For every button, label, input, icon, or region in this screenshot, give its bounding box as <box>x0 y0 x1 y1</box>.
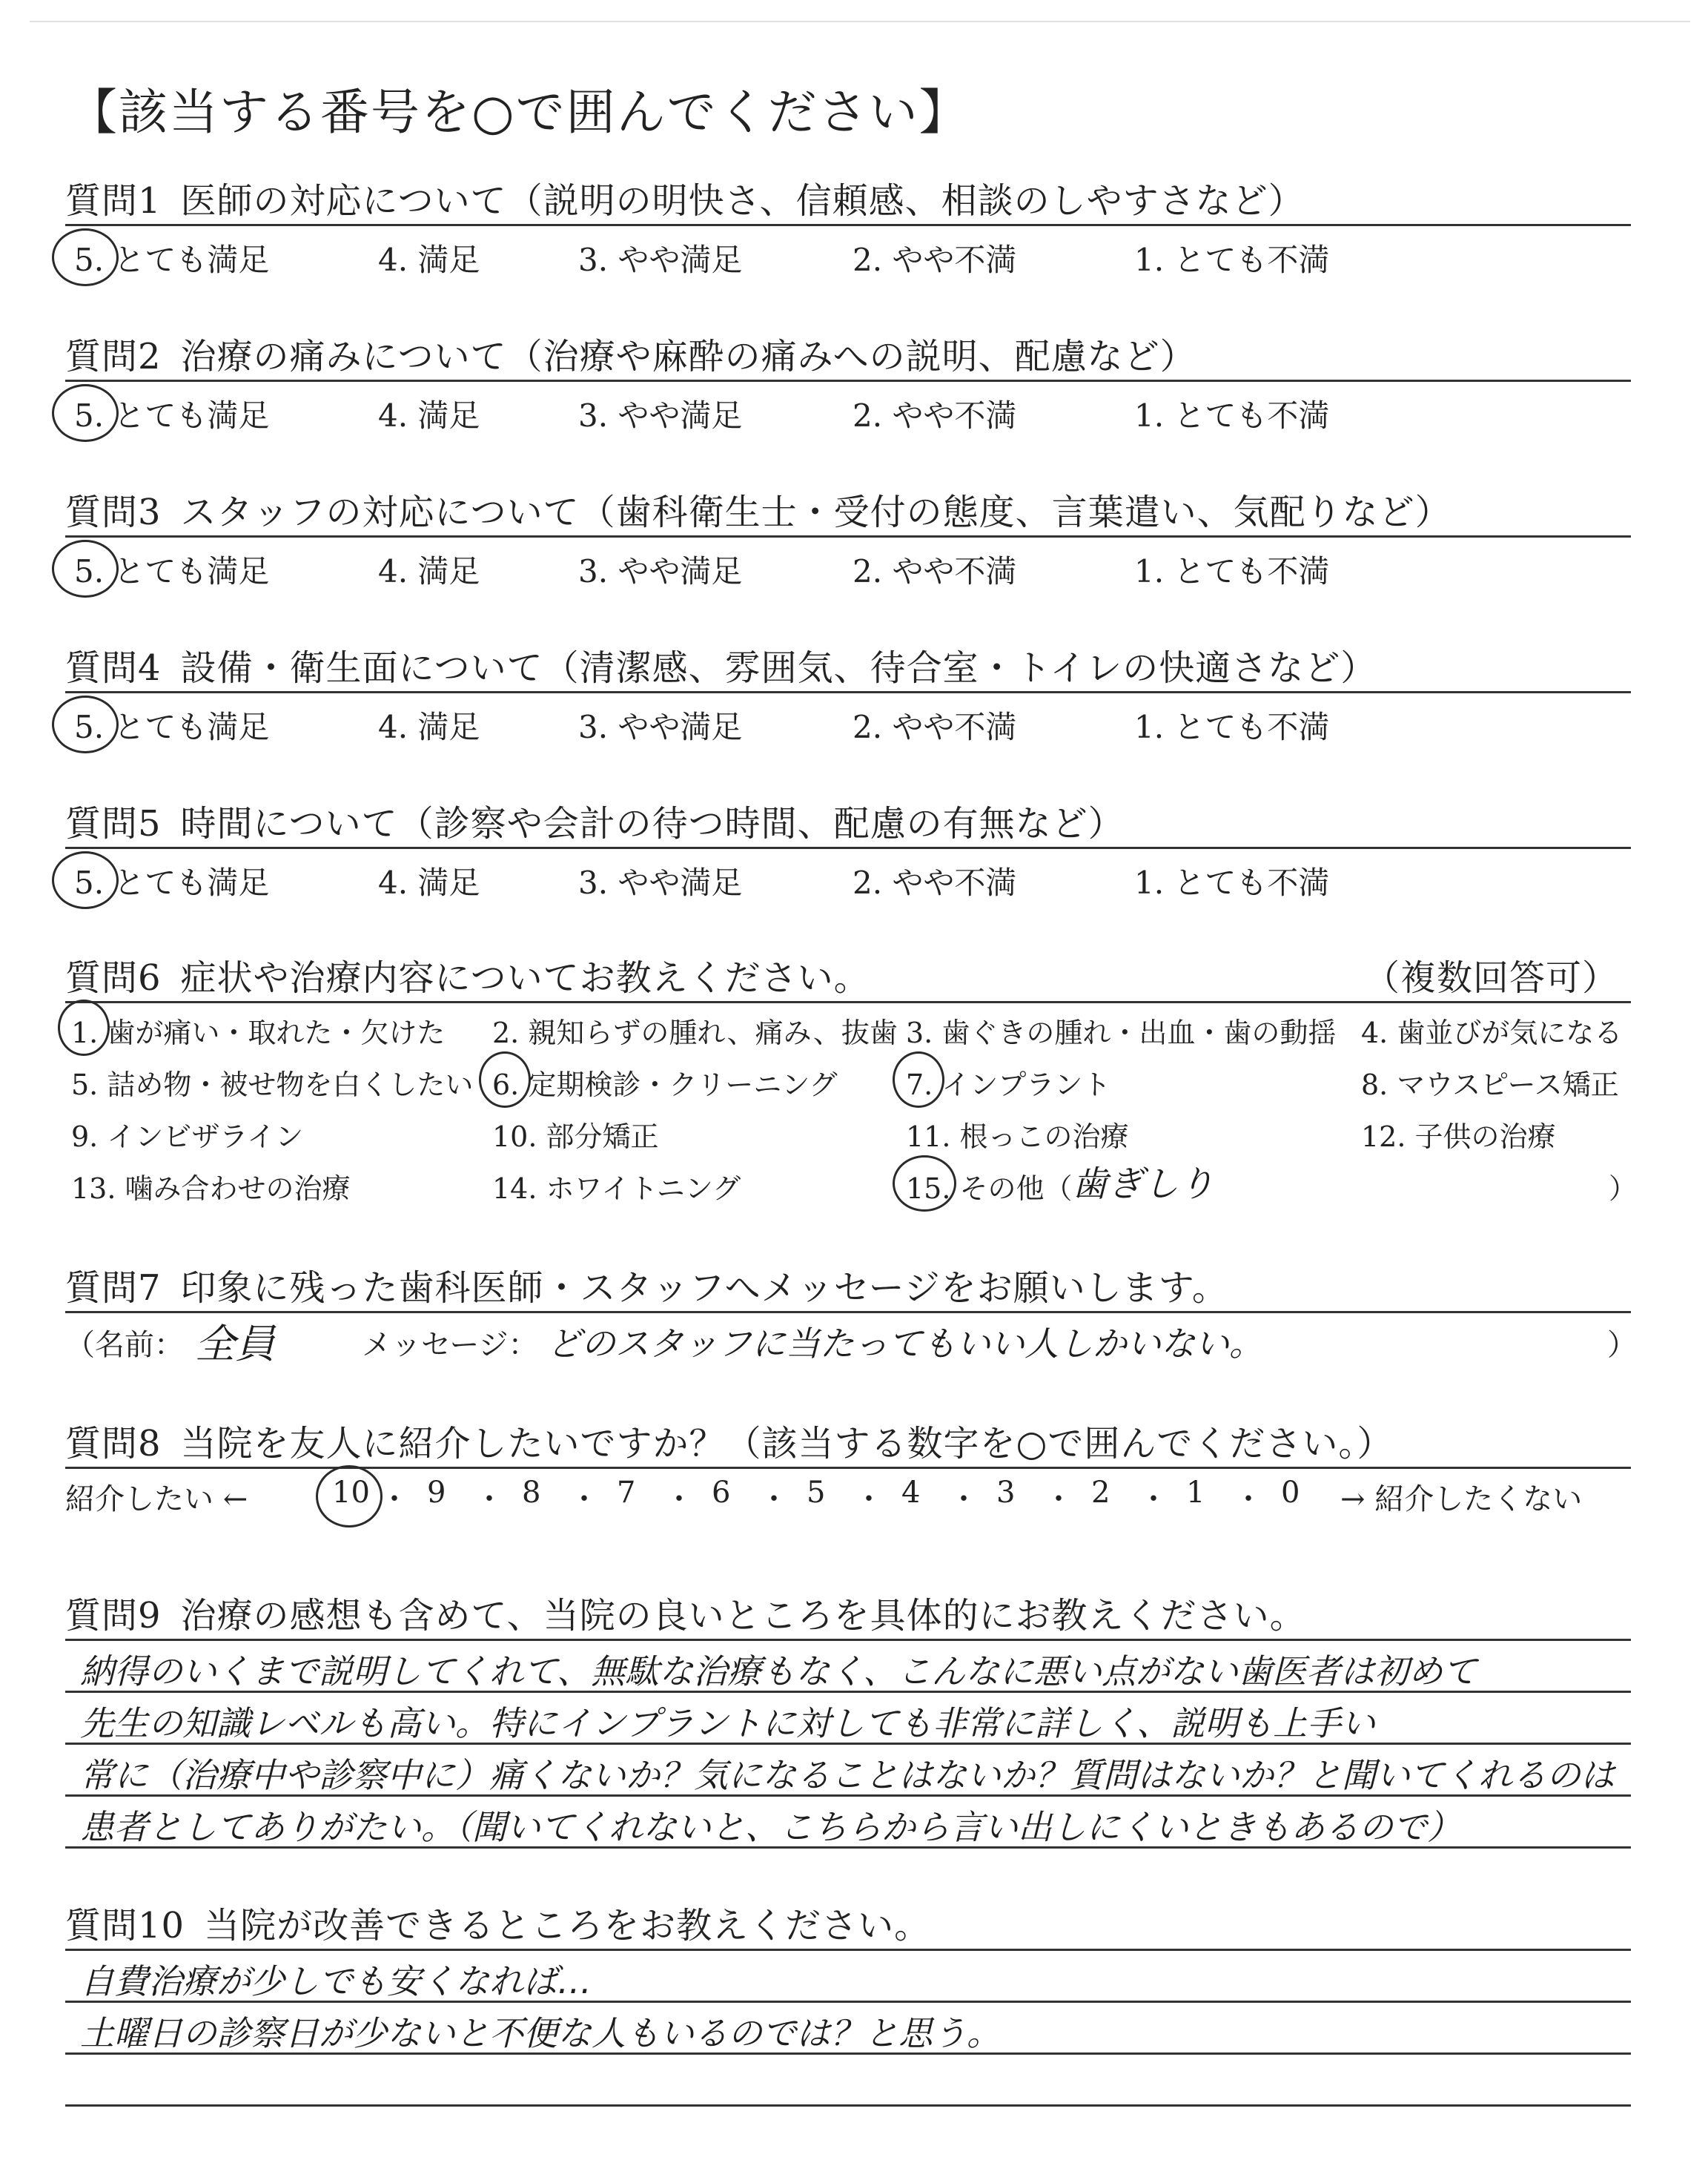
rating-option[interactable]: 1. とても不満 <box>1134 709 1330 745</box>
rating-option[interactable]: 5. とても満足 <box>74 709 270 745</box>
q7-number: 質問7 <box>65 1267 162 1309</box>
q5-title <box>65 795 1125 846</box>
scale-value[interactable]: 4 <box>901 1476 921 1510</box>
q6-number: 質問6 <box>65 957 162 999</box>
q3-options <box>65 547 1631 592</box>
q1-options <box>65 236 1631 280</box>
rating-option[interactable]: 2. やや不満 <box>853 865 1017 901</box>
rating-option[interactable]: 4. 満足 <box>378 865 480 901</box>
q2-options <box>65 392 1631 436</box>
rating-option[interactable]: 5. とても満足 <box>74 865 270 901</box>
q6-text: 症状や治療内容についてお教えください。 <box>180 957 870 999</box>
q9-answer-line[interactable]: 患者としてありがたい。（聞いてくれないと、こちらから言い出しにくいときもあるので） <box>80 1807 1461 1847</box>
q5-text: 時間について（診察や会計の待つ時間、配慮の有無など） <box>180 803 1125 845</box>
rating-option[interactable]: 4. 満足 <box>378 553 480 589</box>
scale-separator: ・ <box>1044 1482 1073 1516</box>
q7-title <box>65 1259 1228 1310</box>
q6-option[interactable]: 2. 親知らずの腫れ、痛み、抜歯 <box>492 1017 898 1049</box>
scale-separator: ・ <box>1234 1482 1263 1516</box>
rating-option[interactable]: 5. とても満足 <box>74 242 270 278</box>
q5-number: 質問5 <box>65 803 162 845</box>
q10-answer-rule <box>65 1949 1631 1951</box>
q10-answer-line[interactable]: 土曜日の診察日が少ないと不便な人もいるのでは？と思う。 <box>80 2013 1001 2053</box>
scale-separator: ・ <box>569 1482 599 1516</box>
q3-rule <box>65 535 1631 538</box>
scale-separator: ・ <box>1139 1482 1168 1516</box>
q2-rule <box>65 380 1631 382</box>
q6-option[interactable]: 11. 根っこの治療 <box>906 1120 1129 1153</box>
scale-separator: ・ <box>949 1482 979 1516</box>
rating-option[interactable]: 4. 満足 <box>378 242 480 278</box>
q7-message-label: メッセージ： <box>362 1328 538 1362</box>
q7-text: 印象に残った歯科医師・スタッフへメッセージをお願いします。 <box>180 1267 1228 1309</box>
q6-note: （複数回答可） <box>1364 957 1619 999</box>
q9-answer-line[interactable]: 先生の知識レベルも高い。特にインプラントに対しても非常に詳しく、説明も上手い <box>80 1703 1376 1743</box>
q2-text: 治療の痛みについて（治療や麻酔の痛みへの説明、配慮など） <box>180 336 1196 377</box>
q10-title <box>65 1897 930 1948</box>
scale-value[interactable]: 9 <box>427 1476 446 1510</box>
q9-answer-line[interactable]: 常に（治療中や診察中に）痛くないか？気になることはないか？質問はないか？と聞いてくれるのは <box>80 1755 1615 1795</box>
q6-option[interactable]: 8. マウスピース矯正 <box>1361 1069 1619 1101</box>
rating-option[interactable]: 2. やや不満 <box>853 553 1017 589</box>
q9-number: 質問9 <box>65 1595 162 1636</box>
q10-number: 質問10 <box>65 1905 185 1946</box>
q6-option[interactable]: 7. インプラント <box>906 1069 1111 1101</box>
q8-text: 当院を友人に紹介したいですか？（該当する数字を○で囲んでください。） <box>180 1423 1394 1464</box>
q10-answer-line[interactable]: 自費治療が少しでも安くなれば… <box>80 1961 592 2001</box>
q8-right-label: → 紹介したくない <box>1340 1482 1583 1516</box>
q8-scale <box>65 1476 1631 1520</box>
scale-value[interactable]: 2 <box>1091 1476 1110 1510</box>
q9-text: 治療の感想も含めて、当院の良いところを具体的にお教えください。 <box>180 1595 1306 1636</box>
scale-value[interactable]: 3 <box>996 1476 1016 1510</box>
q4-options <box>65 703 1631 747</box>
q8-rule <box>65 1467 1631 1469</box>
q4-rule <box>65 691 1631 693</box>
scale-value[interactable]: 10 <box>332 1476 370 1510</box>
q6-rule <box>65 1001 1631 1003</box>
rating-option[interactable]: 4. 満足 <box>378 709 480 745</box>
rating-option[interactable]: 3. やや満足 <box>578 242 743 278</box>
rating-option[interactable]: 3. やや満足 <box>578 397 743 434</box>
q6-option[interactable]: 6. 定期検診・クリーニング <box>492 1069 838 1101</box>
q7-message-value[interactable]: どのスタッフに当たってもいい人しかいない。 <box>547 1324 1263 1364</box>
q3-text: スタッフの対応について（歯科衛生士・受付の態度、言葉遣い、気配りなど） <box>180 492 1452 533</box>
q2-title <box>65 328 1196 379</box>
q9-answer-rule <box>65 1639 1631 1641</box>
q6-option[interactable]: 12. 子供の治療 <box>1361 1120 1556 1153</box>
page-heading: 【該当する番号を○で囲んでください】 <box>68 84 970 141</box>
q3-title <box>65 483 1452 535</box>
q6-option[interactable]: 9. インビザライン <box>71 1120 304 1153</box>
q9-answer-line[interactable]: 納得のいくまで説明してくれて、無駄な治療もなく、こんなに悪い点がない歯医者は初めて <box>80 1651 1477 1691</box>
q6-option[interactable]: 3. 歯ぐきの腫れ・出血・歯の動揺 <box>906 1017 1337 1049</box>
scale-value[interactable]: 1 <box>1186 1476 1205 1510</box>
q4-title <box>65 639 1377 690</box>
scale-value[interactable]: 8 <box>522 1476 541 1510</box>
scale-separator: ・ <box>759 1482 789 1516</box>
scale-separator: ・ <box>664 1482 694 1516</box>
q10-text: 当院が改善できるところをお教えください。 <box>204 1905 931 1946</box>
q1-title <box>65 172 1305 223</box>
scale-value[interactable]: 6 <box>712 1476 731 1510</box>
rating-option[interactable]: 2. やや不満 <box>853 709 1017 745</box>
q6-option[interactable]: 5. 詰め物・被せ物を白くしたい <box>71 1069 474 1101</box>
rating-option[interactable]: 1. とても不満 <box>1134 397 1330 434</box>
scale-value[interactable]: 7 <box>617 1476 636 1510</box>
scale-separator: ・ <box>474 1482 504 1516</box>
q8-left-label: 紹介したい ← <box>65 1482 248 1516</box>
q6-title <box>65 949 870 1000</box>
q8-title <box>65 1415 1393 1466</box>
q5-options <box>65 859 1631 903</box>
rating-option[interactable]: 4. 満足 <box>378 397 480 434</box>
q10-answer-rule <box>65 2104 1631 2107</box>
rating-option[interactable]: 3. やや満足 <box>578 709 743 745</box>
rating-option[interactable]: 1. とても不満 <box>1134 865 1330 901</box>
rating-option[interactable]: 2. やや不満 <box>853 242 1017 278</box>
rating-option[interactable]: 3. やや満足 <box>578 865 743 901</box>
q5-rule <box>65 847 1631 849</box>
rating-option[interactable]: 3. やや満足 <box>578 553 743 589</box>
q6-option[interactable]: 13. 噛み合わせの治療 <box>71 1172 351 1205</box>
q3-number: 質問3 <box>65 492 162 533</box>
rating-option[interactable]: 2. やや不満 <box>853 397 1017 434</box>
q6-option[interactable]: 14. ホワイトニング <box>492 1172 741 1205</box>
q1-rule <box>65 224 1631 226</box>
page-top-border <box>30 21 1690 22</box>
q7-name-label: （名前： <box>65 1328 184 1362</box>
q7-rule <box>65 1311 1631 1313</box>
q4-text: 設備・衛生面について（清潔感、雰囲気、待合室・トイレの快適さなど） <box>180 647 1377 689</box>
scale-separator: ・ <box>380 1482 409 1516</box>
q8-number: 質問8 <box>65 1423 162 1464</box>
q2-number: 質問2 <box>65 336 162 377</box>
rating-option[interactable]: 1. とても不満 <box>1134 553 1330 589</box>
scale-value[interactable]: 0 <box>1281 1476 1300 1510</box>
q6-option[interactable]: 10. 部分矯正 <box>492 1120 659 1153</box>
q6-option[interactable]: 4. 歯並びが気になる <box>1361 1017 1623 1049</box>
rating-option[interactable]: 5. とても満足 <box>74 553 270 589</box>
rating-option[interactable]: 1. とても不満 <box>1134 242 1330 278</box>
q4-number: 質問4 <box>65 647 162 689</box>
q1-text: 医師の対応について（説明の明快さ、信頼感、相談のしやすさなど） <box>180 180 1305 222</box>
rating-option[interactable]: 5. とても満足 <box>74 397 270 434</box>
q1-number: 質問1 <box>65 180 162 222</box>
q7-name-value[interactable]: 全員 <box>195 1321 275 1367</box>
q6-other-answer[interactable]: 歯ぎしり <box>1072 1163 1215 1205</box>
scale-separator: ・ <box>854 1482 884 1516</box>
q6-close-paren: ） <box>1609 1172 1638 1205</box>
scale-value[interactable]: 5 <box>807 1476 826 1510</box>
q9-title <box>65 1587 1306 1638</box>
q7-close-paren: ） <box>1607 1328 1637 1362</box>
q6-option[interactable]: 15. その他（ <box>906 1172 1073 1205</box>
q6-option[interactable]: 1. 歯が痛い・取れた・欠けた <box>71 1017 446 1049</box>
